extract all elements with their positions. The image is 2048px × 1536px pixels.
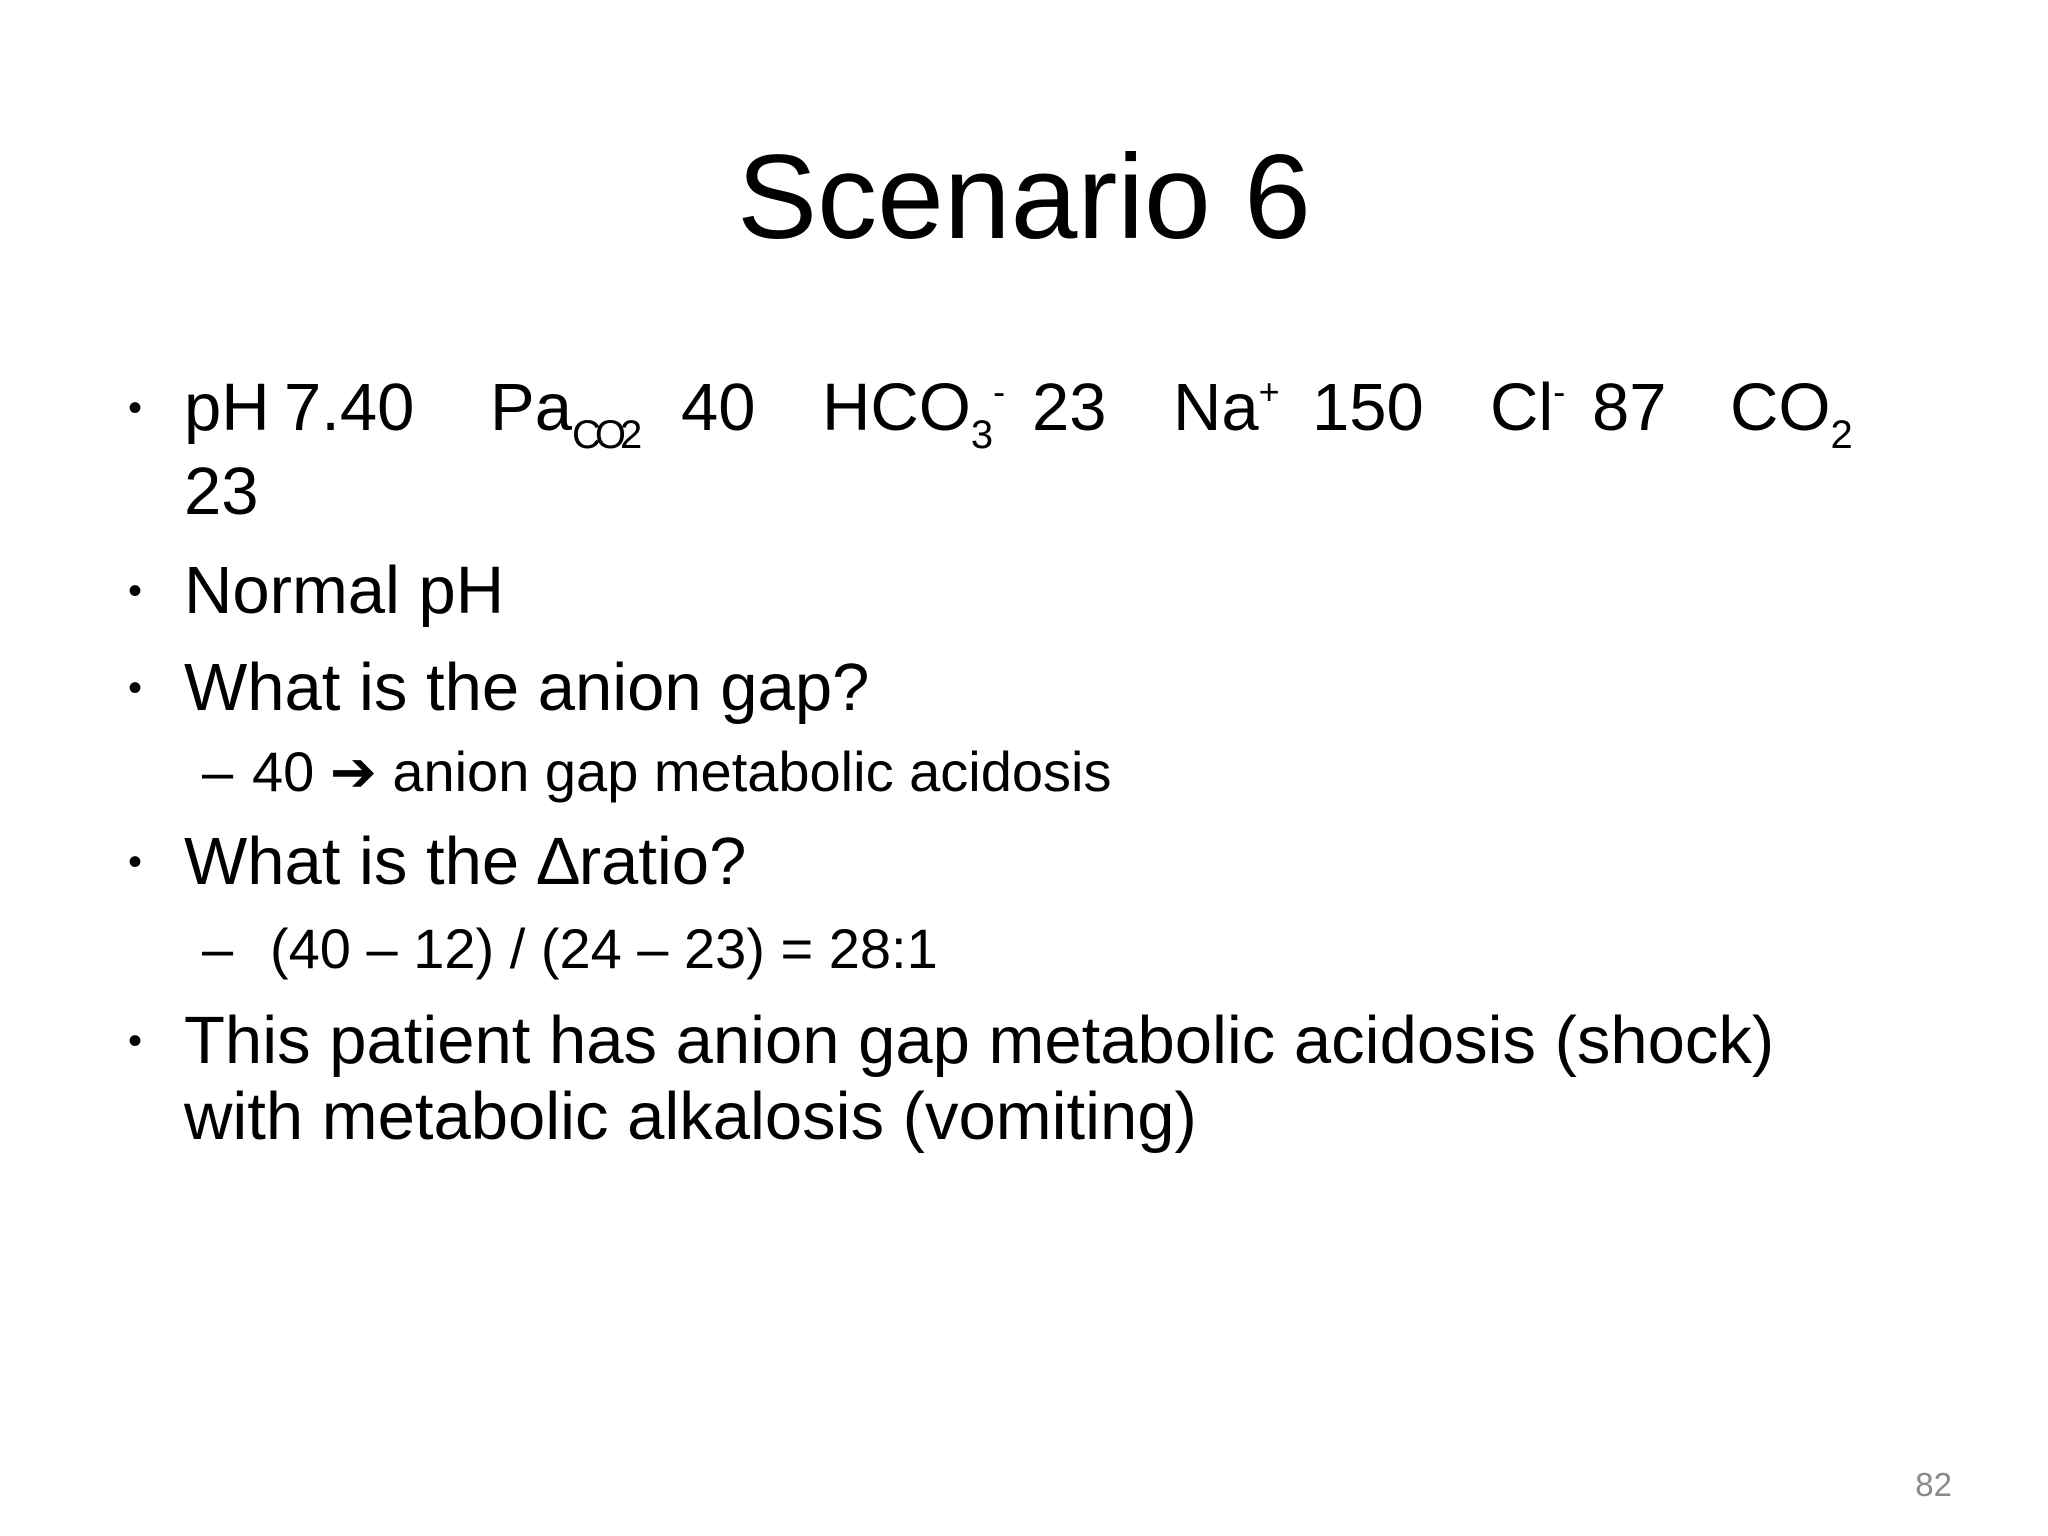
paco2-value: 40 <box>681 370 756 445</box>
bullet-text: What is the ∆ratio? <box>184 824 747 899</box>
bullet-marker: • <box>128 569 143 613</box>
bullet-text: Normal pH <box>184 553 505 628</box>
hco3-label-text: HCO <box>822 370 971 445</box>
na-superscript: + <box>1258 371 1280 412</box>
bullet-lab-values <box>128 370 1928 530</box>
co2-label <box>1730 370 1853 455</box>
cl-value: 87 <box>1592 370 1667 445</box>
paco2-subscript: CO2 <box>571 413 637 457</box>
page-number: 82 <box>1915 1466 1952 1503</box>
sub-bullet-text: (40 – 12) / (24 – 23) = 28:1 <box>270 917 938 980</box>
co2-label-text: CO <box>1730 370 1831 445</box>
ph-label: pH <box>184 370 270 445</box>
hco3-subscript: 3 <box>970 413 994 457</box>
co2-subscript: 2 <box>1830 413 1853 457</box>
bullet-marker: • <box>128 1019 143 1063</box>
cl-label <box>1490 370 1565 456</box>
sub-bullet-text: 40 ➔ anion gap metabolic acidosis <box>252 740 1112 803</box>
dash-marker: – <box>202 917 234 980</box>
bullet-anion-gap-question <box>128 650 1928 730</box>
dash-marker: – <box>202 740 234 803</box>
bullet-delta-ratio-question <box>128 824 1928 904</box>
bullet-normal-ph <box>128 553 1928 633</box>
na-value: 150 <box>1312 370 1424 445</box>
cl-superscript: - <box>1553 371 1566 412</box>
bullet-text-line-2: with metabolic alkalosis (vomiting) <box>184 1079 1197 1154</box>
hco3-value: 23 <box>1032 370 1107 445</box>
ph-value: 7.40 <box>284 370 415 445</box>
bullet-text-line-1: This patient has anion gap metabolic acidosis (shock) <box>184 1003 1775 1078</box>
bullet-marker: • <box>128 840 143 884</box>
bullet-text: What is the anion gap? <box>184 650 870 725</box>
bullet-marker: • <box>128 386 143 430</box>
slide-title: Scenario 6 <box>737 130 1311 264</box>
bullet-conclusion <box>128 1003 1928 1163</box>
hco3-label <box>822 370 1005 456</box>
na-label-text: Na <box>1173 370 1259 445</box>
na-label <box>1173 370 1280 456</box>
paco2-label-text: Pa <box>490 370 572 445</box>
co2-value: 23 <box>184 454 259 529</box>
cl-label-text: Cl <box>1490 370 1554 445</box>
bullet-marker: • <box>128 666 143 710</box>
hco3-superscript: - <box>993 371 1006 412</box>
paco2-label <box>490 370 636 455</box>
